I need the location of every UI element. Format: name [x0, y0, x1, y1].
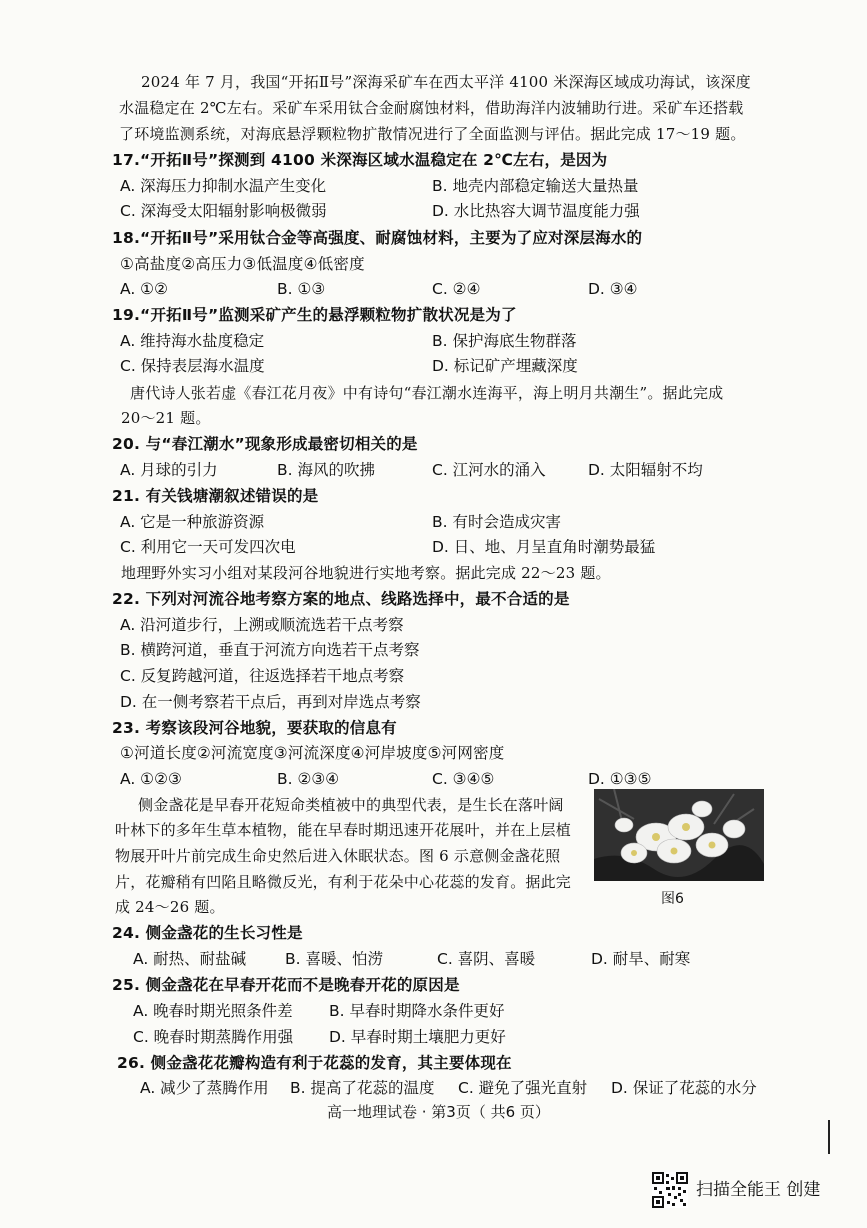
q23-option-d[interactable]: D. ①③⑤ [588, 770, 652, 788]
q22-option-a[interactable]: A. 沿河道步行，上溯或顺流选若干点考察 [120, 616, 404, 634]
q26-option-d[interactable]: D. 保证了花蕊的水分 [611, 1079, 757, 1097]
q23-items: ①河道长度②河流宽度③河流深度④河岸坡度⑤河网密度 [120, 744, 505, 762]
q22-option-c[interactable]: C. 反复跨越河道，往返选择若干地点考察 [120, 667, 405, 685]
q20-option-a[interactable]: A. 月球的引力 [120, 461, 218, 479]
q23-option-a[interactable]: A. ①②③ [120, 770, 182, 788]
intro-line: 片，花瓣稍有凹陷且略微反光，有利于花朵中心花蕊的发育。据此完 [115, 873, 572, 891]
intro-line: 唐代诗人张若虚《春江花月夜》中有诗句“春江潮水连海平，海上明月共潮生”。据此完成 [130, 384, 724, 402]
intro-line: 侧金盏花是早春开花短命类植被中的典型代表，是生长在落叶阔 [138, 796, 564, 814]
q19-option-c[interactable]: C. 保持表层海水温度 [120, 357, 265, 375]
intro-line: 2024 年 7 月，我国“开拓Ⅱ号”深海采矿车在西太平洋 4100 米深海区域成功海试，该深度 [141, 73, 751, 91]
q17-option-a[interactable]: A. 深海压力抑制水温产生变化 [120, 177, 327, 195]
q25-option-b[interactable]: B. 早春时期降水条件更好 [329, 1002, 505, 1020]
q23-option-c[interactable]: C. ③④⑤ [432, 770, 495, 788]
q24-option-b[interactable]: B. 喜暖、怕涝 [285, 950, 383, 968]
question-20-stem: 20. 与“春江潮水”现象形成最密切相关的是 [112, 435, 418, 453]
q21-option-d[interactable]: D. 日、地、月呈直角时潮势最猛 [432, 538, 656, 556]
q21-option-b[interactable]: B. 有时会造成灾害 [432, 513, 561, 531]
q25-option-d[interactable]: D. 早春时期土壤肥力更好 [329, 1028, 506, 1046]
q25-option-c[interactable]: C. 晚春时期蒸腾作用强 [133, 1028, 294, 1046]
question-23-stem: 23. 考察该段河谷地貌，要获取的信息有 [112, 719, 397, 737]
q18-option-b[interactable]: B. ①③ [277, 280, 326, 298]
q22-option-d[interactable]: D. 在一侧考察若干点后，再到对岸选点考察 [120, 693, 421, 711]
q20-option-c[interactable]: C. 江河水的涌入 [432, 461, 546, 479]
q18-option-a[interactable]: A. ①② [120, 280, 168, 298]
figure-caption: 图6 [661, 891, 684, 907]
q26-option-b[interactable]: B. 提高了花蕊的温度 [290, 1079, 435, 1097]
scan-edge-mark [828, 1120, 830, 1154]
qr-code-icon [652, 1172, 688, 1208]
intro-line: 水温稳定在 2℃左右。采矿车采用钛合金耐腐蚀材料，借助海洋内波辅助行进。采矿车还搭载 [119, 99, 744, 117]
q17-option-c[interactable]: C. 深海受太阳辐射影响极微弱 [120, 202, 327, 220]
question-24-stem: 24. 侧金盏花的生长习性是 [112, 924, 303, 942]
q21-option-a[interactable]: A. 它是一种旅游资源 [120, 513, 265, 531]
intro-line: 叶林下的多年生草本植物，能在早春时期迅速开花展叶，并在上层植 [115, 821, 572, 839]
q17-option-b[interactable]: B. 地壳内部稳定输送大量热量 [432, 177, 639, 195]
intro-line: 物展开叶片前完成生命史然后进入休眠状态。图 6 示意侧金盏花照 [115, 847, 561, 865]
question-26-stem: 26. 侧金盏花花瓣构造有利于花蕊的发育，其主要体现在 [117, 1054, 512, 1072]
q19-option-a[interactable]: A. 维持海水盐度稳定 [120, 332, 265, 350]
intro-line: 了环境监测系统，对海底悬浮颗粒物扩散情况进行了全面监测与评估。据此完成 17～19 题。 [119, 125, 746, 143]
q19-option-d[interactable]: D. 标记矿产埋藏深度 [432, 357, 578, 375]
intro-line: 20～21 题。 [121, 409, 211, 427]
q18-option-c[interactable]: C. ②④ [432, 280, 481, 298]
question-17-stem: 17.“开拓Ⅱ号”探测到 4100 米深海区域水温稳定在 2℃左右，是因为 [112, 151, 608, 169]
q20-option-d[interactable]: D. 太阳辐射不均 [588, 461, 703, 479]
question-19-stem: 19.“开拓Ⅱ号”监测采矿产生的悬浮颗粒物扩散状况是为了 [112, 306, 517, 324]
page-footer: 高一地理试卷 · 第3页（ 共6 页） [327, 1103, 550, 1121]
q17-option-d[interactable]: D. 水比热容大调节温度能力强 [432, 202, 640, 220]
q23-option-b[interactable]: B. ②③④ [277, 770, 340, 788]
q21-option-c[interactable]: C. 利用它一天可发四次电 [120, 538, 296, 556]
q26-option-a[interactable]: A. 减少了蒸腾作用 [140, 1079, 269, 1097]
q18-items: ①高盐度②高压力③低温度④低密度 [120, 255, 365, 273]
q25-option-a[interactable]: A. 晚春时期光照条件差 [133, 1002, 293, 1020]
q24-option-c[interactable]: C. 喜阴、喜暖 [437, 950, 536, 968]
scanner-watermark: 扫描全能王 创建 [696, 1180, 821, 1200]
question-18-stem: 18.“开拓Ⅱ号”采用钛合金等高强度、耐腐蚀材料，主要为了应对深层海水的 [112, 229, 643, 247]
q22-option-b[interactable]: B. 横跨河道，垂直于河流方向选若干点考察 [120, 641, 420, 659]
question-21-stem: 21. 有关钱塘潮叙述错误的是 [112, 487, 319, 505]
q20-option-b[interactable]: B. 海风的吹拂 [277, 461, 375, 479]
question-22-stem: 22. 下列对河流谷地考察方案的地点、线路选择中，最不合适的是 [112, 590, 570, 608]
q24-option-d[interactable]: D. 耐旱、耐寒 [591, 950, 691, 968]
intro-line: 成 24～26 题。 [115, 898, 225, 916]
q26-option-c[interactable]: C. 避免了强光直射 [458, 1079, 588, 1097]
question-25-stem: 25. 侧金盏花在早春开花而不是晚春开花的原因是 [112, 976, 460, 994]
figure-6-photo [594, 789, 764, 881]
q18-option-d[interactable]: D. ③④ [588, 280, 638, 298]
q24-option-a[interactable]: A. 耐热、耐盐碱 [133, 950, 247, 968]
q19-option-b[interactable]: B. 保护海底生物群落 [432, 332, 577, 350]
intro-line: 地理野外实习小组对某段河谷地貌进行实地考察。据此完成 22～23 题。 [121, 564, 611, 582]
